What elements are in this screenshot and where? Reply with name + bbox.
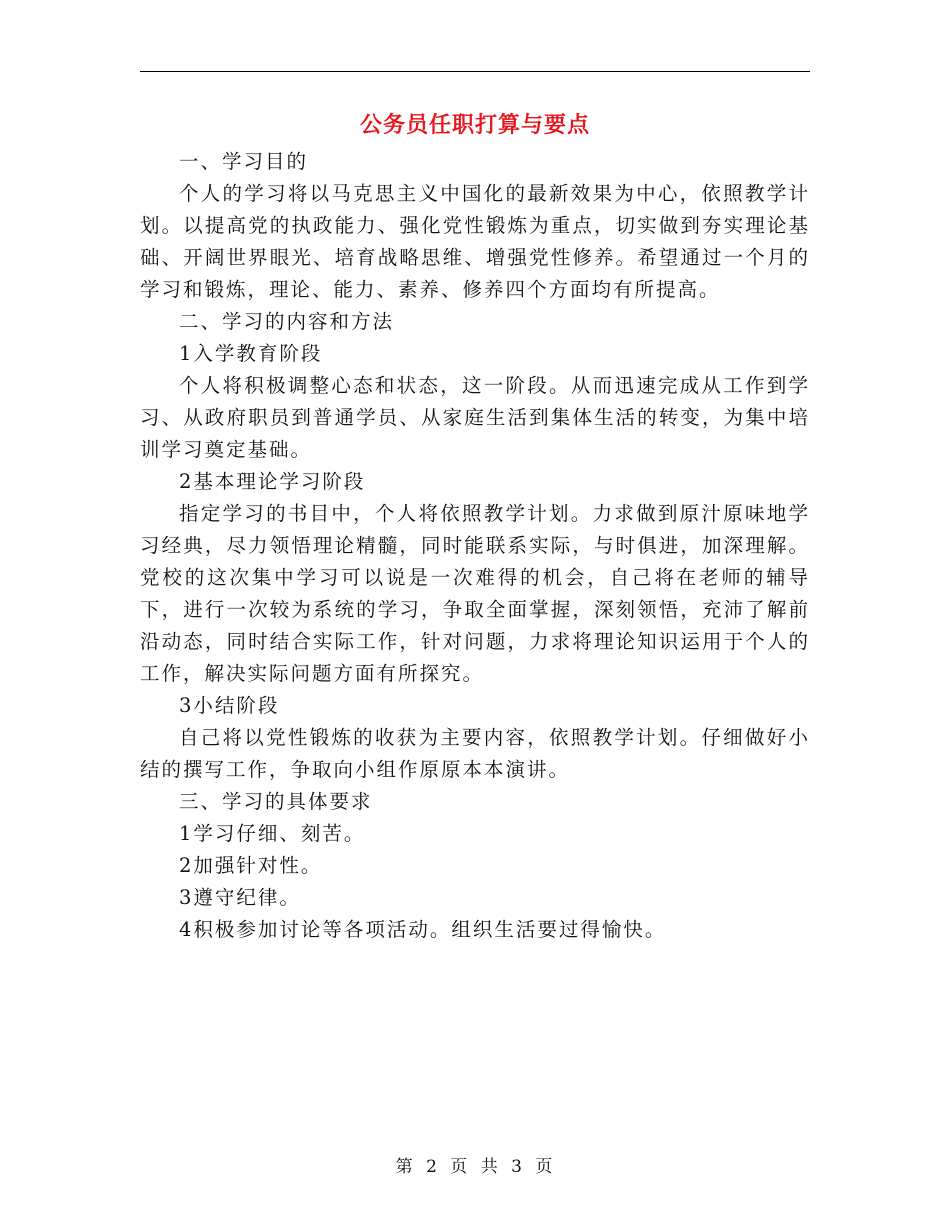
subheading: 2基本理论学习阶段	[179, 470, 366, 493]
list-item: 3遵守纪律。	[179, 886, 301, 909]
header-rule	[140, 71, 810, 72]
document-body	[140, 146, 810, 946]
paragraph: 自己将以党性锻炼的收获为主要内容，依照教学计划。仔细做好小结的撰写工作，争取向小组作原原本本演讲。	[140, 726, 810, 781]
paragraph: 个人将积极调整心态和状态，这一阶段。从而迅速完成从工作到学习、从政府职员到普通学员、从家庭生活到集体生活的转变，为集中培训学习奠定基础。	[140, 374, 810, 461]
section-heading-3: 三、学习的具体要求	[179, 790, 373, 813]
paragraph: 指定学习的书目中，个人将依照教学计划。力求做到原汁原味地学习经典，尽力领悟理论精髓，同时能联系实际，与时俱进，加深理解。党校的这次集中学习可以说是一次难得的机会，自己将在老师的辅导下，进行一次较为系统的学习，争取全面掌握，深刻领悟，充沛了解前沿动态，同时结合实际工作，针对问题，力求将理论知识运用于个人的工作，解决实际问题方面有所探究。	[140, 502, 810, 685]
document-title: 公务员任职打算与要点	[359, 113, 590, 138]
page-number-footer: 第 2 页 共 3 页	[395, 1157, 555, 1177]
section-heading-1: 一、学习目的	[179, 150, 309, 173]
list-item: 2加强针对性。	[179, 854, 323, 877]
subheading: 1入学教育阶段	[179, 342, 323, 365]
list-item: 1学习仔细、刻苦。	[179, 822, 366, 845]
list-item: 4积极参加讨论等各项活动。组织生活要过得愉快。	[179, 918, 667, 941]
section-heading-2: 二、学习的内容和方法	[179, 310, 395, 333]
paragraph: 个人的学习将以马克思主义中国化的最新效果为中心，依照教学计划。以提高党的执政能力、强化党性锻炼为重点，切实做到夯实理论基础、开阔世界眼光、培育战略思维、增强党性修养。希望通过一个月的学习和锻炼，理论、能力、素养、修养四个方面均有所提高。	[140, 182, 810, 301]
subheading: 3小结阶段	[179, 694, 280, 717]
